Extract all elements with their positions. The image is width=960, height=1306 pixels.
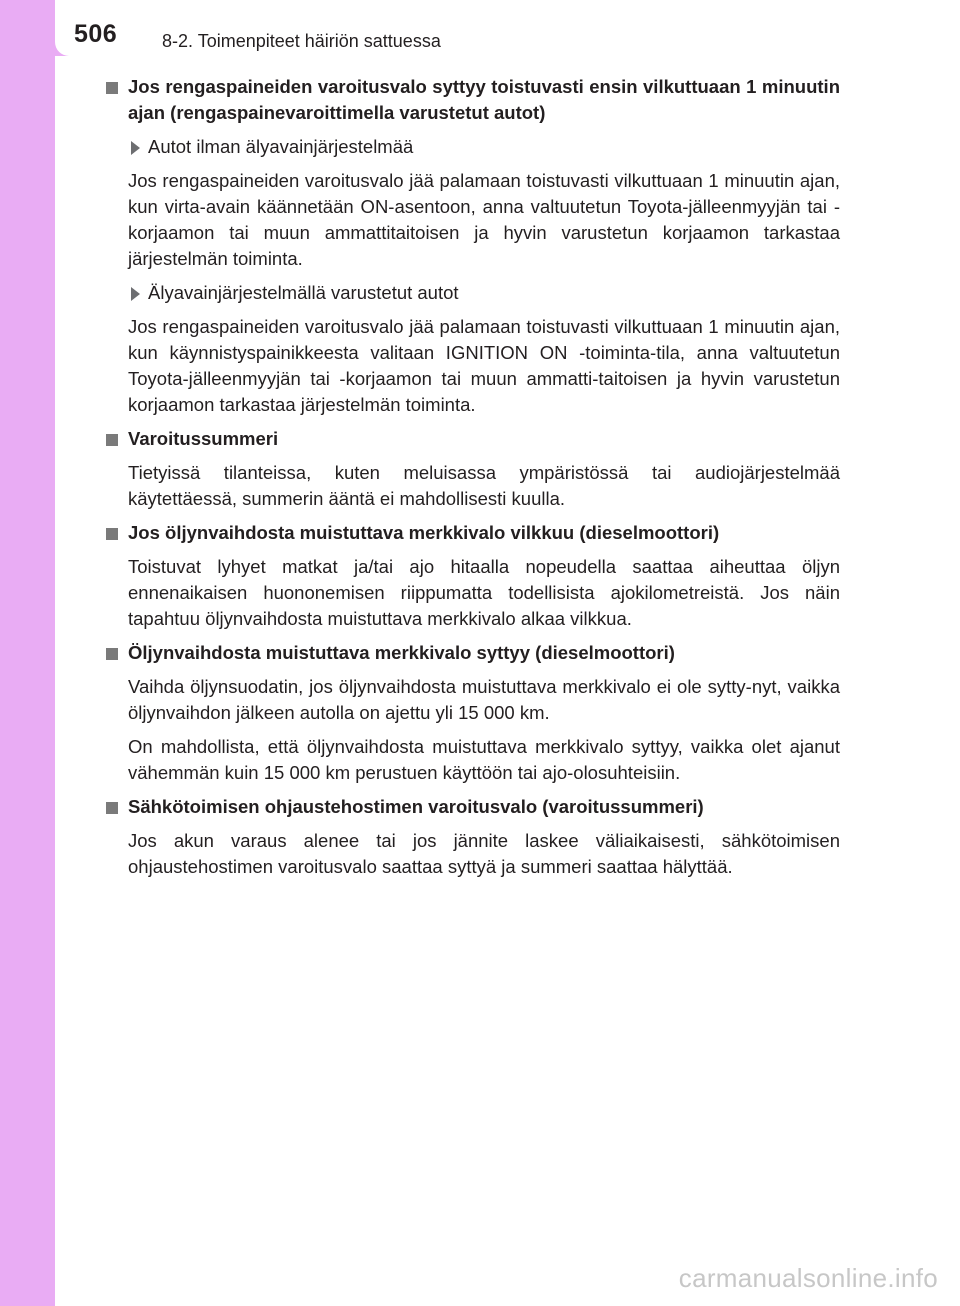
paragraph: Tietyissä tilanteissa, kuten meluisassa ympäristössä tai audiojärjestelmää käytettäessä, summerin ääntä ei mahdollisesti kuulla. — [128, 462, 840, 509]
heading-text: Öljynvaihdosta muistuttava merkkivalo syttyy (dieselmoottori) — [128, 642, 675, 663]
paragraph: Jos rengaspaineiden varoitusvalo jää palamaan toistuvasti vilkuttuaan 1 minuutin ajan, kun virta-avain käännetään ON-asentoon, anna valtuutetun Toyota-jälleenmyyjän tai -korjaamon tai muun ammattitaitoisen ja hyvin varustetun korjaamon tarkastaa järjestelmän toiminta. — [128, 170, 840, 269]
section-tire-pressure — [104, 74, 840, 418]
paragraph: Jos rengaspaineiden varoitusvalo jää palamaan toistuvasti vilkuttuaan 1 minuutin ajan, kun käynnistyspainikkeesta valitaan IGNITION ON -toiminta-tila, anna valtuutetun Toyota-jälleenmyyjän tai -korjaamon tai muun ammatti-taitoisen ja hyvin varustetun korjaamon tarkastaa järjestelmän toiminta. — [128, 316, 840, 415]
square-bullet-icon — [106, 434, 118, 446]
triangle-bullet-icon — [131, 287, 140, 301]
section-oil-reminder-flashing — [104, 520, 840, 632]
paragraph: On mahdollista, että öljynvaihdosta muistuttava merkkivalo syttyy, vaikka olet ajanut vähemmän kuin 15 000 km perustuen käyttöön tai ajo-olosuhteisiin. — [128, 736, 840, 783]
heading-text: Jos rengaspaineiden varoitusvalo syttyy toistuvasti ensin vilkuttuaan 1 minuutin ajan (rengaspainevaroittimella varustetut autot) — [128, 76, 840, 123]
page-content — [104, 74, 840, 888]
section-power-steering — [104, 794, 840, 880]
section-warning-buzzer — [104, 426, 840, 512]
watermark: carmanualsonline.info — [678, 1263, 938, 1293]
section-heading — [104, 520, 840, 546]
square-bullet-icon — [106, 528, 118, 540]
section-heading — [104, 640, 840, 666]
section-heading — [104, 74, 840, 126]
square-bullet-icon — [106, 802, 118, 814]
paragraph: Jos akun varaus alenee tai jos jännite laskee väliaikaisesti, sähkötoimisen ohjaustehostimen varoitusvalo saattaa syttyä ja summeri saattaa hälyttää. — [128, 830, 840, 877]
sidebar-tab — [0, 0, 55, 1306]
paragraph: Vaihda öljynsuodatin, jos öljynvaihdosta muistuttava merkkivalo ei ole sytty-nyt, vaikka öljynvaihdon jälkeen autolla on ajettu yli 15 000 km. — [128, 676, 840, 723]
section-heading — [104, 794, 840, 820]
triangle-bullet-icon — [131, 141, 140, 155]
square-bullet-icon — [106, 82, 118, 94]
heading-text: Sähkötoimisen ohjaustehostimen varoitusvalo (varoitussummeri) — [128, 796, 704, 817]
heading-text: Varoitussummeri — [128, 428, 279, 449]
sub-heading — [104, 280, 840, 306]
section-heading — [104, 426, 840, 452]
sub-heading — [104, 134, 840, 160]
page-number: 506 — [74, 20, 118, 48]
sub-heading-text: Autot ilman älyavainjärjestelmää — [148, 136, 414, 157]
sub-heading-text: Älyavainjärjestelmällä varustetut autot — [148, 282, 459, 303]
section-title: 8-2. Toimenpiteet häiriön sattuessa — [162, 31, 441, 51]
square-bullet-icon — [106, 648, 118, 660]
heading-text: Jos öljynvaihdosta muistuttava merkkivalo vilkkuu (dieselmoottori) — [128, 522, 720, 543]
paragraph: Toistuvat lyhyet matkat ja/tai ajo hitaalla nopeudella saattaa aiheuttaa öljyn ennenaikaisen huononemisen riippumatta todellisista ajokilometreistä. Jos näin tapahtuu öljynvaihdosta muistuttava merkkivalo alkaa vilkkua. — [128, 556, 840, 629]
section-oil-reminder-on — [104, 640, 840, 786]
